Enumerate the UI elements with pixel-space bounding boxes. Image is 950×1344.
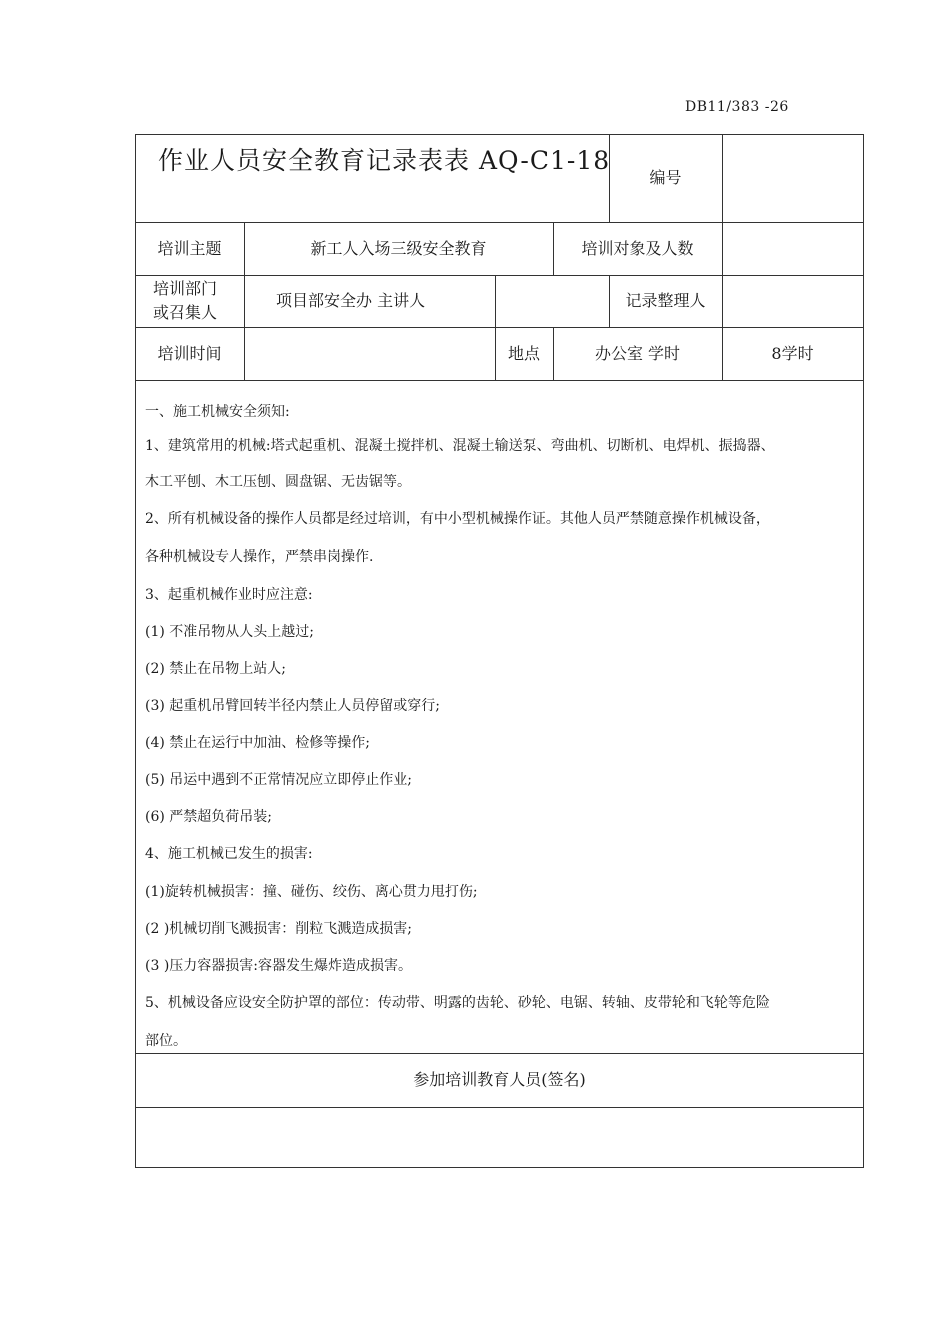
dept-label-line2: 或召集人 (153, 303, 218, 322)
place-value[interactable]: 办公室 学时 (594, 343, 681, 363)
table-border-right (863, 134, 864, 1168)
place-label: 地点 (507, 343, 540, 363)
recorder-value[interactable] (722, 275, 863, 327)
content-line: 各种机械设专人操作，严禁串岗操作. (145, 549, 374, 565)
hours-value[interactable]: 8学时 (771, 343, 814, 363)
form-title: 作业人员安全教育记录表表 AQ-C1-18 (158, 146, 611, 175)
table-border-bottom (135, 1167, 864, 1168)
topic-value[interactable]: 新工人入场三级安全教育 (310, 238, 487, 258)
content-line: 一、施工机械安全须知: (145, 404, 290, 420)
document-code: DB11/383 -26 (685, 99, 789, 115)
speaker-value[interactable] (495, 275, 609, 327)
target-value[interactable] (722, 222, 863, 275)
participants-label: 参加培训教育人员(签名) (413, 1070, 586, 1089)
content-line: (2) 禁止在吊物上站人; (145, 661, 286, 677)
content-line: 4、施工机械已发生的损害: (145, 846, 313, 862)
content-line: 2、所有机械设备的操作人员都是经过培训，有中小型机械操作证。其他人员严禁随意操作机械设备， (145, 511, 770, 527)
content-line: (2 )机械切削飞溅损害：削粒飞溅造成损害; (145, 921, 412, 937)
dept-label-line1: 培训部门 (153, 279, 218, 298)
content-line: 部位。 (145, 1033, 187, 1049)
time-value[interactable] (244, 327, 495, 380)
content-line: 5、机械设备应设安全防护罩的部位：传动带、明露的齿轮、砂轮、电锯、转轴、皮带轮和飞轮等危险 (145, 995, 770, 1011)
dept-value[interactable]: 项目部安全办 主讲人 (276, 291, 426, 310)
content-line: (4) 禁止在运行中加油、检修等操作; (145, 735, 370, 751)
target-label: 培训对象及人数 (581, 238, 694, 258)
time-label: 培训时间 (157, 343, 222, 363)
content-line: (5) 吊运中遇到不正常情况应立即停止作业; (145, 772, 412, 788)
content-line: 3、起重机械作业时应注意: (145, 587, 313, 603)
dept-label (153, 277, 217, 325)
content-line: (3) 起重机吊臂回转半径内禁止人员停留或穿行; (145, 698, 440, 714)
content-line: (1) 不准吊物从人头上越过; (145, 624, 314, 640)
participants-signature-area[interactable] (135, 1107, 864, 1167)
number-value[interactable] (722, 134, 863, 222)
topic-label: 培训主题 (157, 238, 222, 258)
table-border-left (135, 134, 136, 1168)
number-label: 编号 (649, 168, 682, 187)
content-line: 1、建筑常用的机械:塔式起重机、混凝土搅拌机、混凝土输送泵、弯曲机、切断机、电焊机、振捣器、 (145, 438, 775, 454)
content-line: (3 )压力容器损害:容器发生爆炸造成损害。 (145, 958, 412, 974)
content-line: (1)旋转机械损害：撞、碰伤、绞伤、离心贯力甩打伤; (145, 884, 478, 900)
content-line: 木工平刨、木工压刨、圆盘锯、无齿锯等。 (145, 474, 411, 490)
recorder-label: 记录整理人 (625, 291, 706, 310)
row-divider (135, 380, 864, 381)
content-line: (6) 严禁超负荷吊装; (145, 809, 272, 825)
